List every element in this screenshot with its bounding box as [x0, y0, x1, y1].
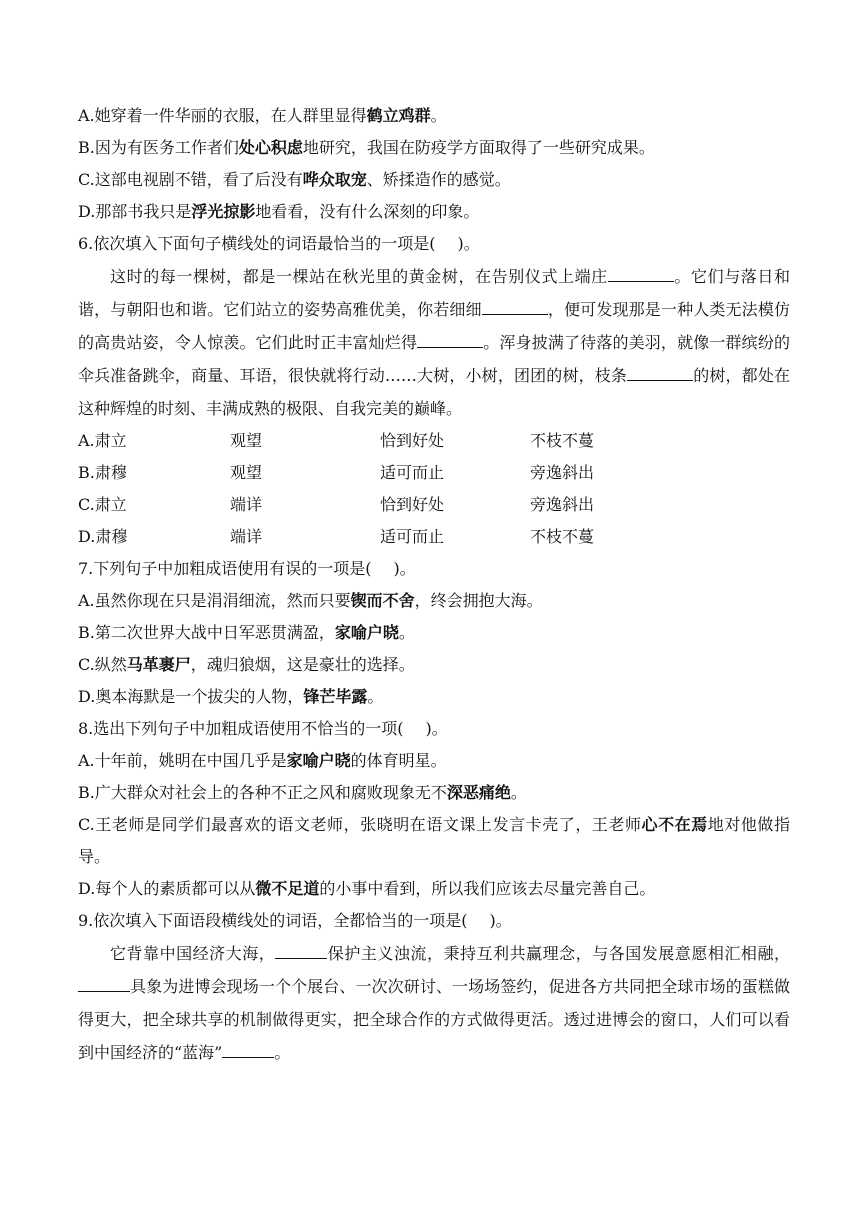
q7-option-d: D.奥本海默是一个拔尖的人物，锋芒毕露。: [78, 687, 384, 706]
q8-option-d: D.每个人的素质都可以从微不足道的小事中看到，所以我们应该去尽量完善自己。: [78, 879, 656, 898]
q8-option-b: B.广大群众对社会上的各种不正之风和腐败现象无不深恶痛绝。: [78, 783, 527, 802]
q7-option-b: B.第二次世界大战中日军恶贯满盈，家喻户晓。: [78, 623, 415, 642]
q6-option-a: A.肃立 观望 恰到好处 不枝不蔓: [78, 431, 595, 450]
exam-page: [78, 100, 790, 1069]
q6-option-d: D.肃穆 端详 适可而止 不枝不蔓: [78, 527, 595, 546]
q8-option-a: A.十年前，姚明在中国几乎是家喻户晓的体育明星。: [78, 751, 447, 770]
q6-option-b: B.肃穆 观望 适可而止 旁逸斜出: [78, 463, 595, 482]
q6-option-c: C.肃立 端详 恰到好处 旁逸斜出: [78, 495, 595, 514]
blank: [608, 267, 674, 282]
q9-passage: 它背靠中国经济大海， 保护主义浊流，秉持互利共赢理念，与各国发展意愿相汇相融，具象为进博会现场一个个展台、一次次研讨、一场场签约，促进各方共同把全球市场的蛋糕做得更大，把全球共享的机制做得更实，把全球合作的方式做得更活。透过进博会的窗口，人们可以看到中国经济的“蓝海” 。: [78, 944, 790, 1062]
q5-option-d: D.那部书我只是浮光掠影地看看，没有什么深刻的印象。: [78, 202, 480, 221]
q8-option-c: C.王老师是同学们最喜欢的语文老师，张晓明在语文课上发言卡壳了，王老师心不在焉地对他做指导。: [78, 815, 790, 866]
q7-stem: 7.下列句子中加粗成语使用有误的一项是( )。: [78, 559, 416, 578]
blank: [627, 366, 693, 381]
q5-option-b: B.因为有医务工作者们处心积虑地研究，我国在防疫学方面取得了一些研究成果。: [78, 138, 655, 157]
q7-option-a: A.虽然你现在只是涓涓细流，然而只要锲而不舍，终会拥抱大海。: [78, 591, 543, 610]
blank: [78, 977, 130, 992]
q6-passage: 这时的每一棵树，都是一棵站在秋光里的黄金树，在告别仪式上端庄 。它们与落日和谐，与朝阳也和谐。它们站立的姿势高雅优美，你若细细 ，便可发现那是一种人类无法模仿的高贵站姿，令人惊羡。它们此时正丰富灿烂得 。浑身披满了待落的美羽，就像一群缤纷的伞兵准备跳伞，商量、耳语，很快就将行动……大树，小树，团团的树，枝条 的树，都处在这种辉煌的时刻、丰满成熟的极限、自我完美的巅峰。: [78, 267, 790, 418]
q8-stem: 8.选出下列句子中加粗成语使用不恰当的一项( )。: [78, 719, 448, 738]
blank: [275, 944, 327, 959]
q7-option-c: C.纵然马革裹尸，魂归狼烟，这是豪壮的选择。: [78, 655, 415, 674]
q5-option-c: C.这部电视剧不错，看了后没有哗众取宠、矫揉造作的感觉。: [78, 170, 511, 189]
q9-stem: 9.依次填入下面语段横线处的词语，全都恰当的一项是( )。: [78, 911, 512, 930]
blank: [222, 1043, 274, 1058]
blank: [417, 333, 483, 348]
blank: [482, 300, 548, 315]
q6-stem: 6.依次填入下面句子横线处的词语最恰当的一项是( )。: [78, 234, 480, 253]
q5-option-a: A.她穿着一件华丽的衣服，在人群里显得鹤立鸡群。: [78, 106, 447, 125]
